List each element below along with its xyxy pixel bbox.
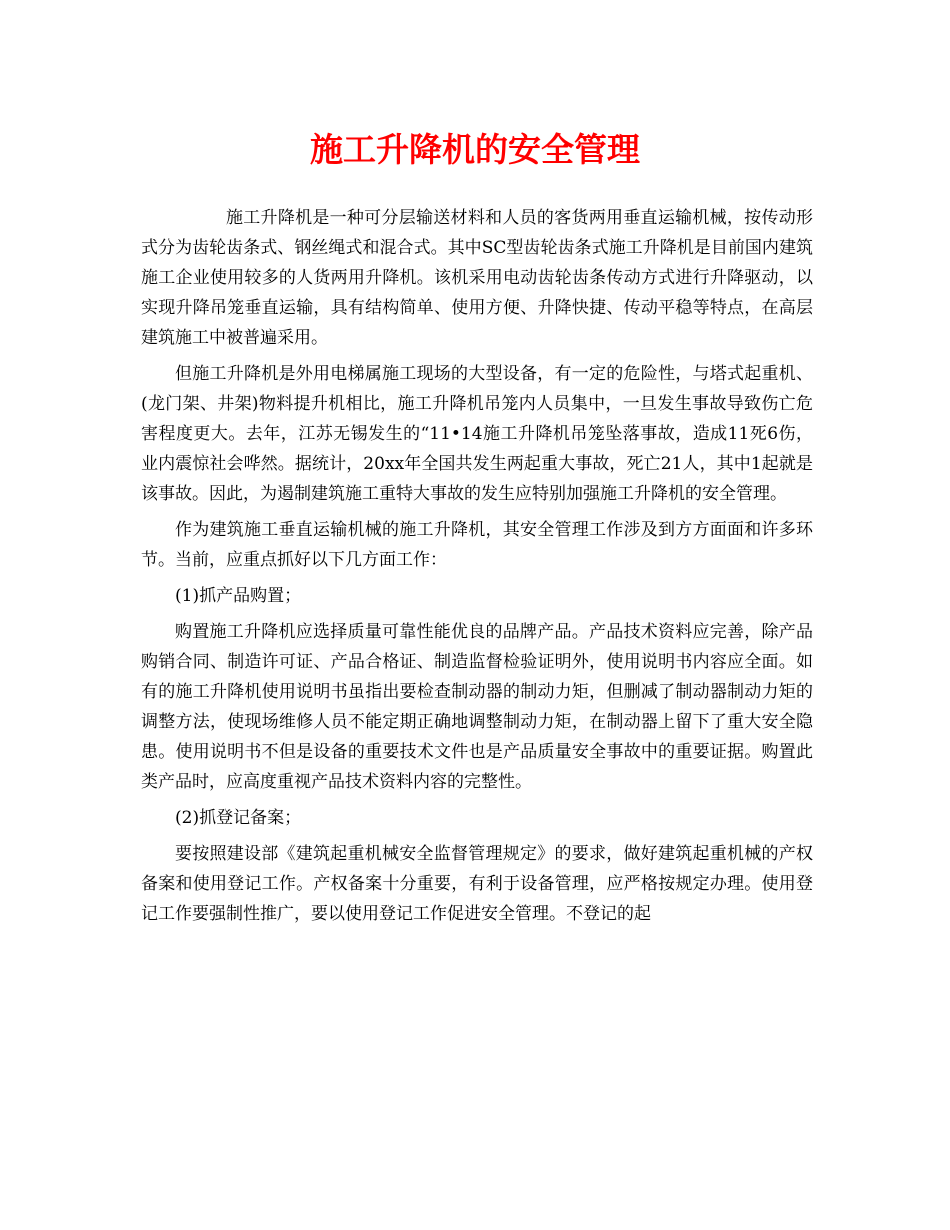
paragraph-intro: 施工升降机是一种可分层输送材料和人员的客货两用垂直运输机械，按传动形式分为齿轮齿条式、钢丝绳式和混合式。其中SC型齿轮齿条式施工升降机是目前国内建筑施工企业使用较多的人货两用升降机。该机采用电动齿轮齿条传动方式进行升降驱动，以实现升降吊笼垂直运输，具有结构简单、使用方便、升降快捷、传动平稳等特点，在高层建筑施工中被普遍采用。 [141, 208, 813, 348]
paragraph-purchase: 购置施工升降机应选择质量可靠性能优良的品牌产品。产品技术资料应完善，除产品购销合同、制造许可证、产品合格证、制造监督检验证明外，使用说明书内容应全面。如有的施工升降机使用说明书虽指出要检查制动器的制动力矩，但删减了制动器制动力矩的调整方法，使现场维修人员不能定期正确地调整制动力矩，在制动器上留下了重大安全隐患。使用说明书不但是设备的重要技术文件也是产品质量安全事故中的重要证据。购置此类产品时，应高度重视产品技术资料内容的完整性。 [141, 622, 813, 792]
document-title: 施工升降机的安全管理 [310, 130, 640, 169]
paragraph-overview: 作为建筑施工垂直运输机械的施工升降机，其安全管理工作涉及到方方面面和许多环节。当前，应重点抓好以下几方面工作： [141, 520, 813, 570]
paragraph-registration: 要按照建设部《建筑起重机械安全监督管理规定》的要求，做好建筑起重机械的产权备案和使用登记工作。产权备案十分重要，有利于设备管理，应严格按规定办理。使用登记工作要强制性推广，要以使用登记工作促进安全管理。不登记的起 [141, 844, 813, 924]
section-heading-registration: (2)抓登记备案； [175, 808, 302, 828]
paragraph-risk: 但施工升降机是外用电梯属施工现场的大型设备，有一定的危险性，与塔式起重机、(龙门架、井架)物料提升机相比，施工升降机吊笼内人员集中，一旦发生事故导致伤亡危害程度更大。去年，江苏无锡发生的“11•14施工升降机吊笼坠落事故，造成11死6伤，业内震惊社会哗然。据统计，20xx年全国共发生两起重大事故，死亡21人，其中1起就是该事故。因此，为遏制建筑施工重特大事故的发生应特别加强施工升降机的安全管理。 [141, 364, 813, 504]
section-heading-purchase: (1)抓产品购置； [175, 586, 302, 606]
document-body [141, 203, 813, 935]
